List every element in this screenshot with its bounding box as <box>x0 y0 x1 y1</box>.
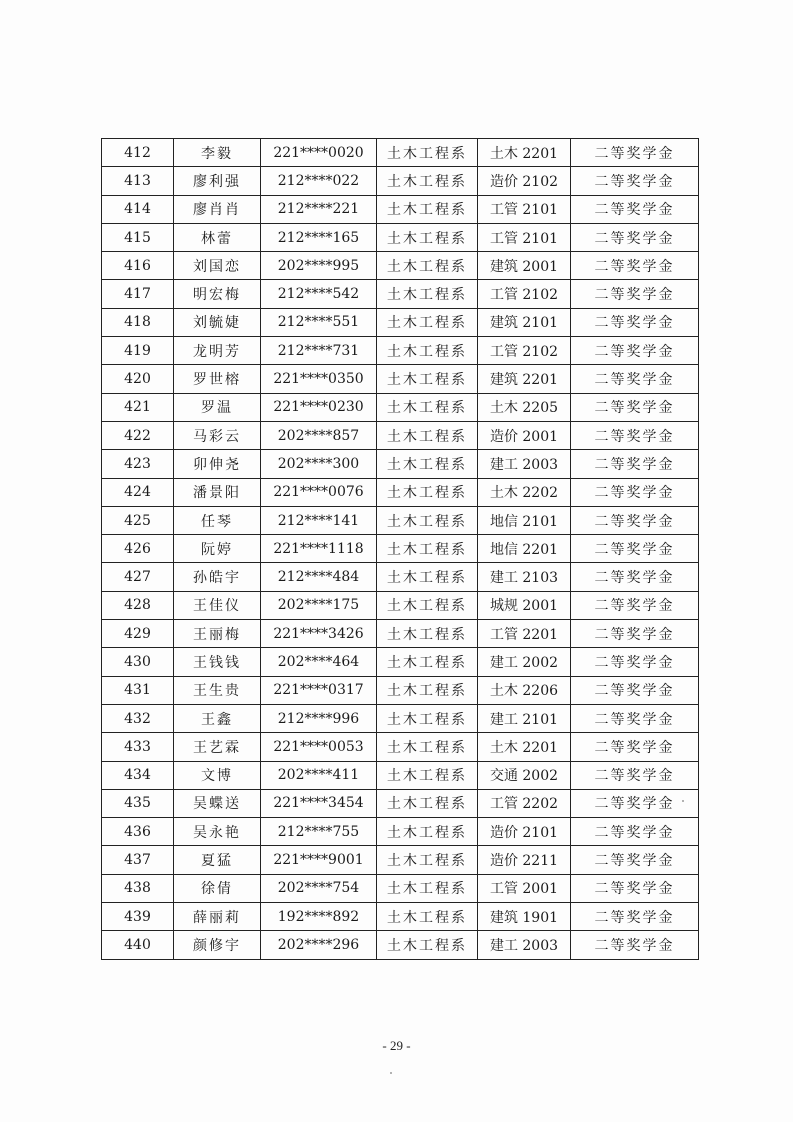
class-cell: 建工 2002 <box>478 648 571 676</box>
scholarship-table-body <box>102 139 699 960</box>
student-id-cell: 202****296 <box>261 931 377 959</box>
department-cell: 土木工程系 <box>377 789 478 817</box>
student-id-cell: 221****0230 <box>261 393 377 421</box>
department-cell: 土木工程系 <box>377 733 478 761</box>
table-row <box>102 506 699 534</box>
department-cell: 土木工程系 <box>377 252 478 280</box>
class-cell: 地信 2101 <box>478 506 571 534</box>
student-name-cell: 王鑫 <box>174 704 261 732</box>
class-cell: 工管 2102 <box>478 280 571 308</box>
table-row <box>102 139 699 167</box>
department-cell: 土木工程系 <box>377 195 478 223</box>
page-number: - 29 - <box>382 1038 411 1053</box>
award-cell: 二等奖学金 <box>571 676 699 704</box>
row-number-cell: 432 <box>102 704 174 732</box>
award-cell: 二等奖学金 <box>571 450 699 478</box>
class-cell: 土木 2201 <box>478 139 571 167</box>
student-name-cell: 王艺霖 <box>174 733 261 761</box>
table-row <box>102 280 699 308</box>
student-name-cell: 夏猛 <box>174 846 261 874</box>
award-cell: 二等奖学金 <box>571 365 699 393</box>
department-cell: 土木工程系 <box>377 563 478 591</box>
row-number-cell: 435 <box>102 789 174 817</box>
student-id-cell: 212****022 <box>261 167 377 195</box>
table-row <box>102 846 699 874</box>
student-id-cell: 192****892 <box>261 903 377 931</box>
row-number-cell: 419 <box>102 337 174 365</box>
row-number-cell: 416 <box>102 252 174 280</box>
student-name-cell: 薛丽莉 <box>174 903 261 931</box>
department-cell: 土木工程系 <box>377 874 478 902</box>
class-cell: 土木 2206 <box>478 676 571 704</box>
student-id-cell: 212****542 <box>261 280 377 308</box>
row-number-cell: 436 <box>102 818 174 846</box>
student-name-cell: 孙皓宇 <box>174 563 261 591</box>
department-cell: 土木工程系 <box>377 535 478 563</box>
class-cell: 建筑 2201 <box>478 365 571 393</box>
student-id-cell: 221****0350 <box>261 365 377 393</box>
student-id-cell: 202****300 <box>261 450 377 478</box>
class-cell: 地信 2201 <box>478 535 571 563</box>
class-cell: 建工 2003 <box>478 450 571 478</box>
award-cell: 二等奖学金 <box>571 223 699 251</box>
award-cell: 二等奖学金 <box>571 620 699 648</box>
student-id-cell: 221****1118 <box>261 535 377 563</box>
student-id-cell: 202****857 <box>261 421 377 449</box>
award-cell: 二等奖学金 <box>571 139 699 167</box>
table-row <box>102 308 699 336</box>
student-name-cell: 潘景阳 <box>174 478 261 506</box>
award-cell: 二等奖学金 <box>571 167 699 195</box>
student-id-cell: 212****731 <box>261 337 377 365</box>
student-id-cell: 221****0317 <box>261 676 377 704</box>
table-row <box>102 761 699 789</box>
department-cell: 土木工程系 <box>377 478 478 506</box>
award-cell: 二等奖学金 <box>571 337 699 365</box>
table-row <box>102 818 699 846</box>
student-id-cell: 221****9001 <box>261 846 377 874</box>
award-cell: 二等奖学金 <box>571 818 699 846</box>
award-cell: 二等奖学金 <box>571 733 699 761</box>
student-name-cell: 林蕾 <box>174 223 261 251</box>
student-id-cell: 212****996 <box>261 704 377 732</box>
student-name-cell: 王佳仪 <box>174 591 261 619</box>
student-name-cell: 罗温 <box>174 393 261 421</box>
award-cell: 二等奖学金 <box>571 252 699 280</box>
row-number-cell: 425 <box>102 506 174 534</box>
award-cell: 二等奖学金 <box>571 761 699 789</box>
student-name-cell: 颜修宇 <box>174 931 261 959</box>
table-row <box>102 874 699 902</box>
class-cell: 工管 2202 <box>478 789 571 817</box>
class-cell: 土木 2205 <box>478 393 571 421</box>
row-number-cell: 427 <box>102 563 174 591</box>
student-id-cell: 212****165 <box>261 223 377 251</box>
department-cell: 土木工程系 <box>377 337 478 365</box>
class-cell: 造价 2211 <box>478 846 571 874</box>
student-name-cell: 王生贵 <box>174 676 261 704</box>
table-row <box>102 393 699 421</box>
award-cell: 二等奖学金 <box>571 535 699 563</box>
department-cell: 土木工程系 <box>377 761 478 789</box>
department-cell: 土木工程系 <box>377 620 478 648</box>
class-cell: 交通 2002 <box>478 761 571 789</box>
award-cell: 二等奖学金 <box>571 789 699 817</box>
class-cell: 土木 2202 <box>478 478 571 506</box>
department-cell: 土木工程系 <box>377 846 478 874</box>
department-cell: 土木工程系 <box>377 506 478 534</box>
table-row <box>102 648 699 676</box>
department-cell: 土木工程系 <box>377 280 478 308</box>
class-cell: 建筑 1901 <box>478 903 571 931</box>
row-number-cell: 417 <box>102 280 174 308</box>
row-number-cell: 420 <box>102 365 174 393</box>
award-cell: 二等奖学金 <box>571 308 699 336</box>
department-cell: 土木工程系 <box>377 818 478 846</box>
scan-speck <box>390 1072 392 1074</box>
department-cell: 土木工程系 <box>377 421 478 449</box>
department-cell: 土木工程系 <box>377 903 478 931</box>
scholarship-table <box>101 138 699 960</box>
class-cell: 造价 2001 <box>478 421 571 449</box>
row-number-cell: 438 <box>102 874 174 902</box>
department-cell: 土木工程系 <box>377 931 478 959</box>
row-number-cell: 430 <box>102 648 174 676</box>
class-cell: 建工 2103 <box>478 563 571 591</box>
department-cell: 土木工程系 <box>377 223 478 251</box>
award-cell: 二等奖学金 <box>571 874 699 902</box>
table-row <box>102 676 699 704</box>
award-cell: 二等奖学金 <box>571 195 699 223</box>
student-id-cell: 221****3426 <box>261 620 377 648</box>
department-cell: 土木工程系 <box>377 591 478 619</box>
table-row <box>102 789 699 817</box>
award-cell: 二等奖学金 <box>571 648 699 676</box>
student-id-cell: 221****3454 <box>261 789 377 817</box>
student-id-cell: 221****0053 <box>261 733 377 761</box>
table-row <box>102 167 699 195</box>
award-cell: 二等奖学金 <box>571 506 699 534</box>
student-name-cell: 罗世榕 <box>174 365 261 393</box>
table-row <box>102 252 699 280</box>
award-cell: 二等奖学金 <box>571 478 699 506</box>
student-name-cell: 明宏梅 <box>174 280 261 308</box>
class-cell: 建筑 2001 <box>478 252 571 280</box>
student-name-cell: 龙明芳 <box>174 337 261 365</box>
row-number-cell: 437 <box>102 846 174 874</box>
class-cell: 土木 2201 <box>478 733 571 761</box>
award-cell: 二等奖学金 <box>571 704 699 732</box>
student-id-cell: 202****754 <box>261 874 377 902</box>
class-cell: 造价 2101 <box>478 818 571 846</box>
student-id-cell: 212****221 <box>261 195 377 223</box>
table-row <box>102 195 699 223</box>
student-name-cell: 廖利强 <box>174 167 261 195</box>
student-id-cell: 202****464 <box>261 648 377 676</box>
student-name-cell: 任琴 <box>174 506 261 534</box>
department-cell: 土木工程系 <box>377 308 478 336</box>
student-name-cell: 徐倩 <box>174 874 261 902</box>
row-number-cell: 422 <box>102 421 174 449</box>
row-number-cell: 440 <box>102 931 174 959</box>
class-cell: 建工 2003 <box>478 931 571 959</box>
row-number-cell: 421 <box>102 393 174 421</box>
row-number-cell: 415 <box>102 223 174 251</box>
student-id-cell: 202****175 <box>261 591 377 619</box>
class-cell: 工管 2101 <box>478 223 571 251</box>
row-number-cell: 431 <box>102 676 174 704</box>
student-name-cell: 吴蝶送 <box>174 789 261 817</box>
row-number-cell: 439 <box>102 903 174 931</box>
student-id-cell: 212****551 <box>261 308 377 336</box>
student-id-cell: 202****411 <box>261 761 377 789</box>
scan-speck <box>682 800 684 802</box>
table-row <box>102 450 699 478</box>
row-number-cell: 433 <box>102 733 174 761</box>
table-row <box>102 620 699 648</box>
row-number-cell: 418 <box>102 308 174 336</box>
award-cell: 二等奖学金 <box>571 931 699 959</box>
table-row <box>102 337 699 365</box>
row-number-cell: 424 <box>102 478 174 506</box>
table-row <box>102 733 699 761</box>
table-row <box>102 591 699 619</box>
department-cell: 土木工程系 <box>377 393 478 421</box>
student-name-cell: 刘毓婕 <box>174 308 261 336</box>
row-number-cell: 412 <box>102 139 174 167</box>
class-cell: 工管 2001 <box>478 874 571 902</box>
student-name-cell: 文博 <box>174 761 261 789</box>
row-number-cell: 426 <box>102 535 174 563</box>
student-name-cell: 卯伸尧 <box>174 450 261 478</box>
student-name-cell: 阮婷 <box>174 535 261 563</box>
row-number-cell: 414 <box>102 195 174 223</box>
table-row <box>102 223 699 251</box>
department-cell: 土木工程系 <box>377 365 478 393</box>
award-cell: 二等奖学金 <box>571 563 699 591</box>
student-id-cell: 212****484 <box>261 563 377 591</box>
student-name-cell: 吴永艳 <box>174 818 261 846</box>
student-name-cell: 王丽梅 <box>174 620 261 648</box>
table-row <box>102 535 699 563</box>
department-cell: 土木工程系 <box>377 676 478 704</box>
table-row <box>102 478 699 506</box>
award-cell: 二等奖学金 <box>571 393 699 421</box>
student-id-cell: 221****0020 <box>261 139 377 167</box>
student-id-cell: 202****995 <box>261 252 377 280</box>
row-number-cell: 429 <box>102 620 174 648</box>
class-cell: 工管 2102 <box>478 337 571 365</box>
department-cell: 土木工程系 <box>377 139 478 167</box>
award-cell: 二等奖学金 <box>571 903 699 931</box>
table-row <box>102 931 699 959</box>
award-cell: 二等奖学金 <box>571 591 699 619</box>
class-cell: 建筑 2101 <box>478 308 571 336</box>
student-name-cell: 王钱钱 <box>174 648 261 676</box>
row-number-cell: 428 <box>102 591 174 619</box>
student-id-cell: 221****0076 <box>261 478 377 506</box>
table-row <box>102 563 699 591</box>
student-name-cell: 李毅 <box>174 139 261 167</box>
department-cell: 土木工程系 <box>377 704 478 732</box>
class-cell: 工管 2201 <box>478 620 571 648</box>
table-row <box>102 421 699 449</box>
student-name-cell: 刘国恋 <box>174 252 261 280</box>
department-cell: 土木工程系 <box>377 167 478 195</box>
table-row <box>102 903 699 931</box>
row-number-cell: 413 <box>102 167 174 195</box>
class-cell: 造价 2102 <box>478 167 571 195</box>
class-cell: 城规 2001 <box>478 591 571 619</box>
student-id-cell: 212****141 <box>261 506 377 534</box>
award-cell: 二等奖学金 <box>571 280 699 308</box>
row-number-cell: 434 <box>102 761 174 789</box>
award-cell: 二等奖学金 <box>571 846 699 874</box>
table-row <box>102 365 699 393</box>
student-id-cell: 212****755 <box>261 818 377 846</box>
student-name-cell: 马彩云 <box>174 421 261 449</box>
department-cell: 土木工程系 <box>377 648 478 676</box>
student-name-cell: 廖肖肖 <box>174 195 261 223</box>
row-number-cell: 423 <box>102 450 174 478</box>
class-cell: 工管 2101 <box>478 195 571 223</box>
department-cell: 土木工程系 <box>377 450 478 478</box>
class-cell: 建工 2101 <box>478 704 571 732</box>
award-cell: 二等奖学金 <box>571 421 699 449</box>
table-row <box>102 704 699 732</box>
